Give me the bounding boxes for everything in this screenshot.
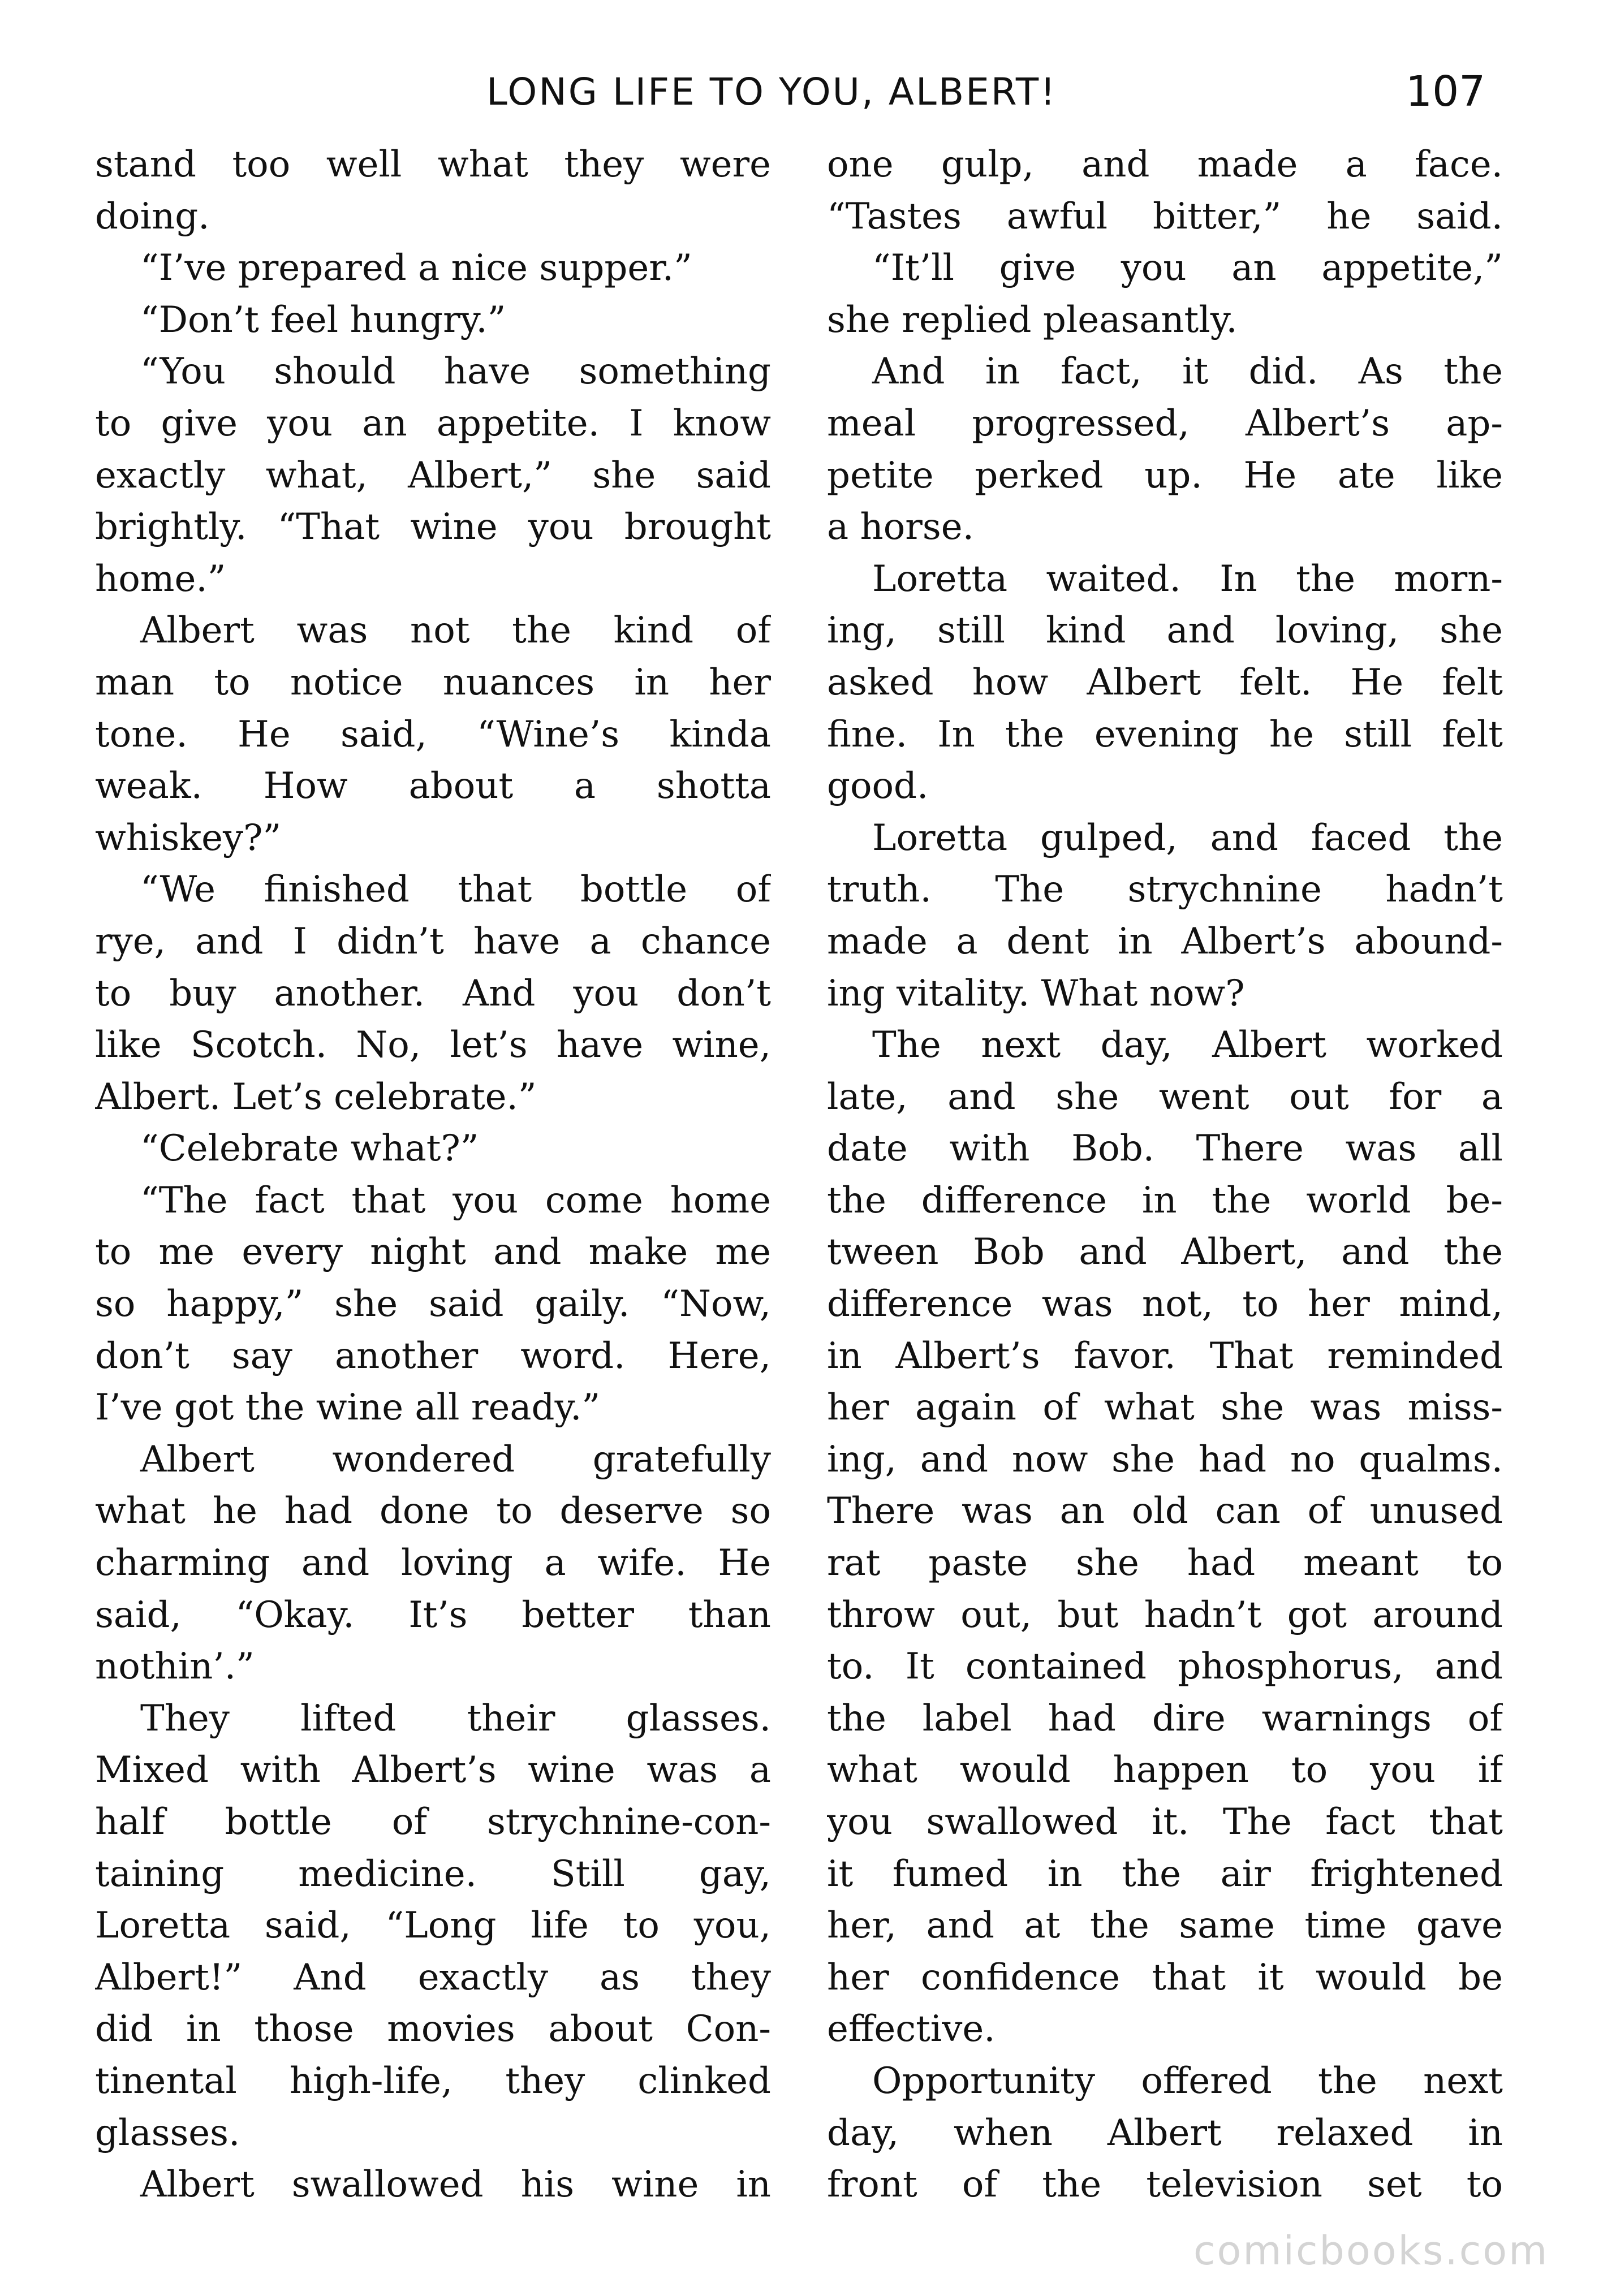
text-line: difference was not, to her mind, [827, 1283, 1503, 1326]
text-line: Opportunity offered the next [872, 2060, 1503, 2102]
text-line: I’ve got the wine all ready.” [95, 1387, 601, 1429]
text-line: weak. How about a shotta [95, 765, 771, 808]
text-line: don’t say another word. Here, [95, 1335, 771, 1377]
text-line: tween Bob and Albert, and the [827, 1231, 1503, 1274]
text-line: petite perked up. He ate like [827, 454, 1503, 497]
text-line: like Scotch. No, let’s have wine, [95, 1024, 771, 1067]
text-line: front of the television set to [827, 2164, 1503, 2206]
text-line: made a dent in Albert’s abound- [827, 920, 1503, 963]
text-line: brightly. “That wine you brought [95, 506, 771, 549]
text-line: effective. [827, 2008, 996, 2051]
text-line: Albert swallowed his wine in [140, 2164, 771, 2206]
text-line: she replied pleasantly. [827, 299, 1238, 341]
running-head: LONG LIFE TO YOU, ALBERT! [486, 70, 1057, 114]
text-line: charming and loving a wife. He [95, 1542, 771, 1585]
text-line: “I’ve prepared a nice supper.” [140, 247, 692, 290]
text-line: did in those movies about Con- [95, 2008, 771, 2051]
text-line: to buy another. And you don’t [95, 972, 771, 1015]
text-line: throw out, but hadn’t got around [827, 1594, 1503, 1636]
text-line: doing. [95, 195, 210, 238]
text-line: to me every night and make me [95, 1231, 771, 1274]
text-line: Loretta gulped, and faced the [872, 817, 1503, 859]
text-line: “Celebrate what?” [140, 1128, 479, 1170]
text-line: her confidence that it would be [827, 1956, 1503, 1999]
text-line: what would happen to you if [827, 1749, 1503, 1792]
text-line: late, and she went out for a [827, 1076, 1503, 1118]
text-line: a horse. [827, 506, 974, 549]
text-line: ing vitality. What now? [827, 972, 1245, 1015]
text-line: “Don’t feel hungry.” [140, 299, 506, 341]
text-line: Mixed with Albert’s wine was a [95, 1749, 771, 1792]
page-number: 107 [1406, 67, 1486, 116]
text-line: asked how Albert felt. He felt [827, 661, 1503, 704]
watermark: comicbooks.com [1193, 2228, 1549, 2274]
text-line: said, “Okay. It’s better than [95, 1594, 771, 1636]
text-line: There was an old can of unused [827, 1490, 1503, 1533]
text-line: glasses. [95, 2112, 240, 2154]
text-line: home.” [95, 558, 226, 600]
text-line: to. It contained phosphorus, and [827, 1646, 1503, 1688]
text-line: the difference in the world be- [827, 1179, 1503, 1222]
text-line: fine. In the evening he still felt [827, 713, 1503, 756]
text-line: Albert was not the kind of [140, 610, 771, 652]
text-line: “It’ll give you an appetite,” [872, 247, 1503, 290]
text-line: man to notice nuances in her [95, 661, 771, 704]
text-line: Loretta said, “Long life to you, [95, 1905, 771, 1947]
text-line: rye, and I didn’t have a chance [95, 920, 771, 963]
text-line: nothin’.” [95, 1646, 255, 1688]
text-line: so happy,” she said gaily. “Now, [95, 1283, 771, 1326]
text-line: tinental high-life, they clinked [95, 2060, 771, 2102]
text-line: day, when Albert relaxed in [827, 2112, 1503, 2154]
text-line: one gulp, and made a face. [827, 144, 1503, 185]
text-line: The next day, Albert worked [872, 1024, 1503, 1067]
text-line: tone. He said, “Wine’s kinda [95, 713, 771, 756]
text-line: “You should have something [140, 351, 771, 393]
text-line: what he had done to deserve so [95, 1490, 771, 1533]
text-line: date with Bob. There was all [827, 1128, 1503, 1170]
text-line: “We finished that bottle of [140, 869, 771, 911]
text-line: ing, and now she had no qualms. [827, 1438, 1503, 1481]
text-line: half bottle of strychnine-con- [95, 1801, 771, 1843]
text-line: exactly what, Albert,” she said [95, 454, 771, 497]
text-line: in Albert’s favor. That reminded [827, 1335, 1503, 1377]
text-line: Loretta waited. In the morn- [872, 558, 1503, 600]
text-line: And in fact, it did. As the [872, 351, 1503, 393]
text-line: meal progressed, Albert’s ap- [827, 402, 1503, 444]
text-line: They lifted their glasses. [140, 1697, 771, 1740]
text-line: whiskey?” [95, 817, 282, 859]
text-line: truth. The strychnine hadn’t [827, 869, 1503, 911]
text-line: it fumed in the air frightened [827, 1853, 1503, 1895]
text-line: her, and at the same time gave [827, 1905, 1503, 1947]
right-text-column [827, 139, 1503, 2211]
text-line: ing, still kind and loving, she [827, 610, 1503, 652]
text-line: you swallowed it. The fact that [827, 1801, 1503, 1843]
text-line: “Tastes awful bitter,” he said. [827, 195, 1503, 238]
text-line: “The fact that you come home [140, 1179, 771, 1222]
text-line: her again of what she was miss- [827, 1387, 1503, 1429]
text-line: taining medicine. Still gay, [95, 1853, 771, 1895]
text-line: to give you an appetite. I know [95, 402, 771, 444]
left-text-column [95, 139, 771, 2211]
text-line: stand too well what they were [95, 144, 771, 185]
text-line: Albert wondered gratefully [140, 1438, 771, 1481]
text-line: good. [827, 765, 929, 808]
text-line: Albert!” And exactly as they [95, 1956, 771, 1999]
text-line: Albert. Let’s celebrate.” [95, 1076, 537, 1118]
text-line: rat paste she had meant to [827, 1542, 1503, 1585]
text-line: the label had dire warnings of [827, 1697, 1503, 1740]
